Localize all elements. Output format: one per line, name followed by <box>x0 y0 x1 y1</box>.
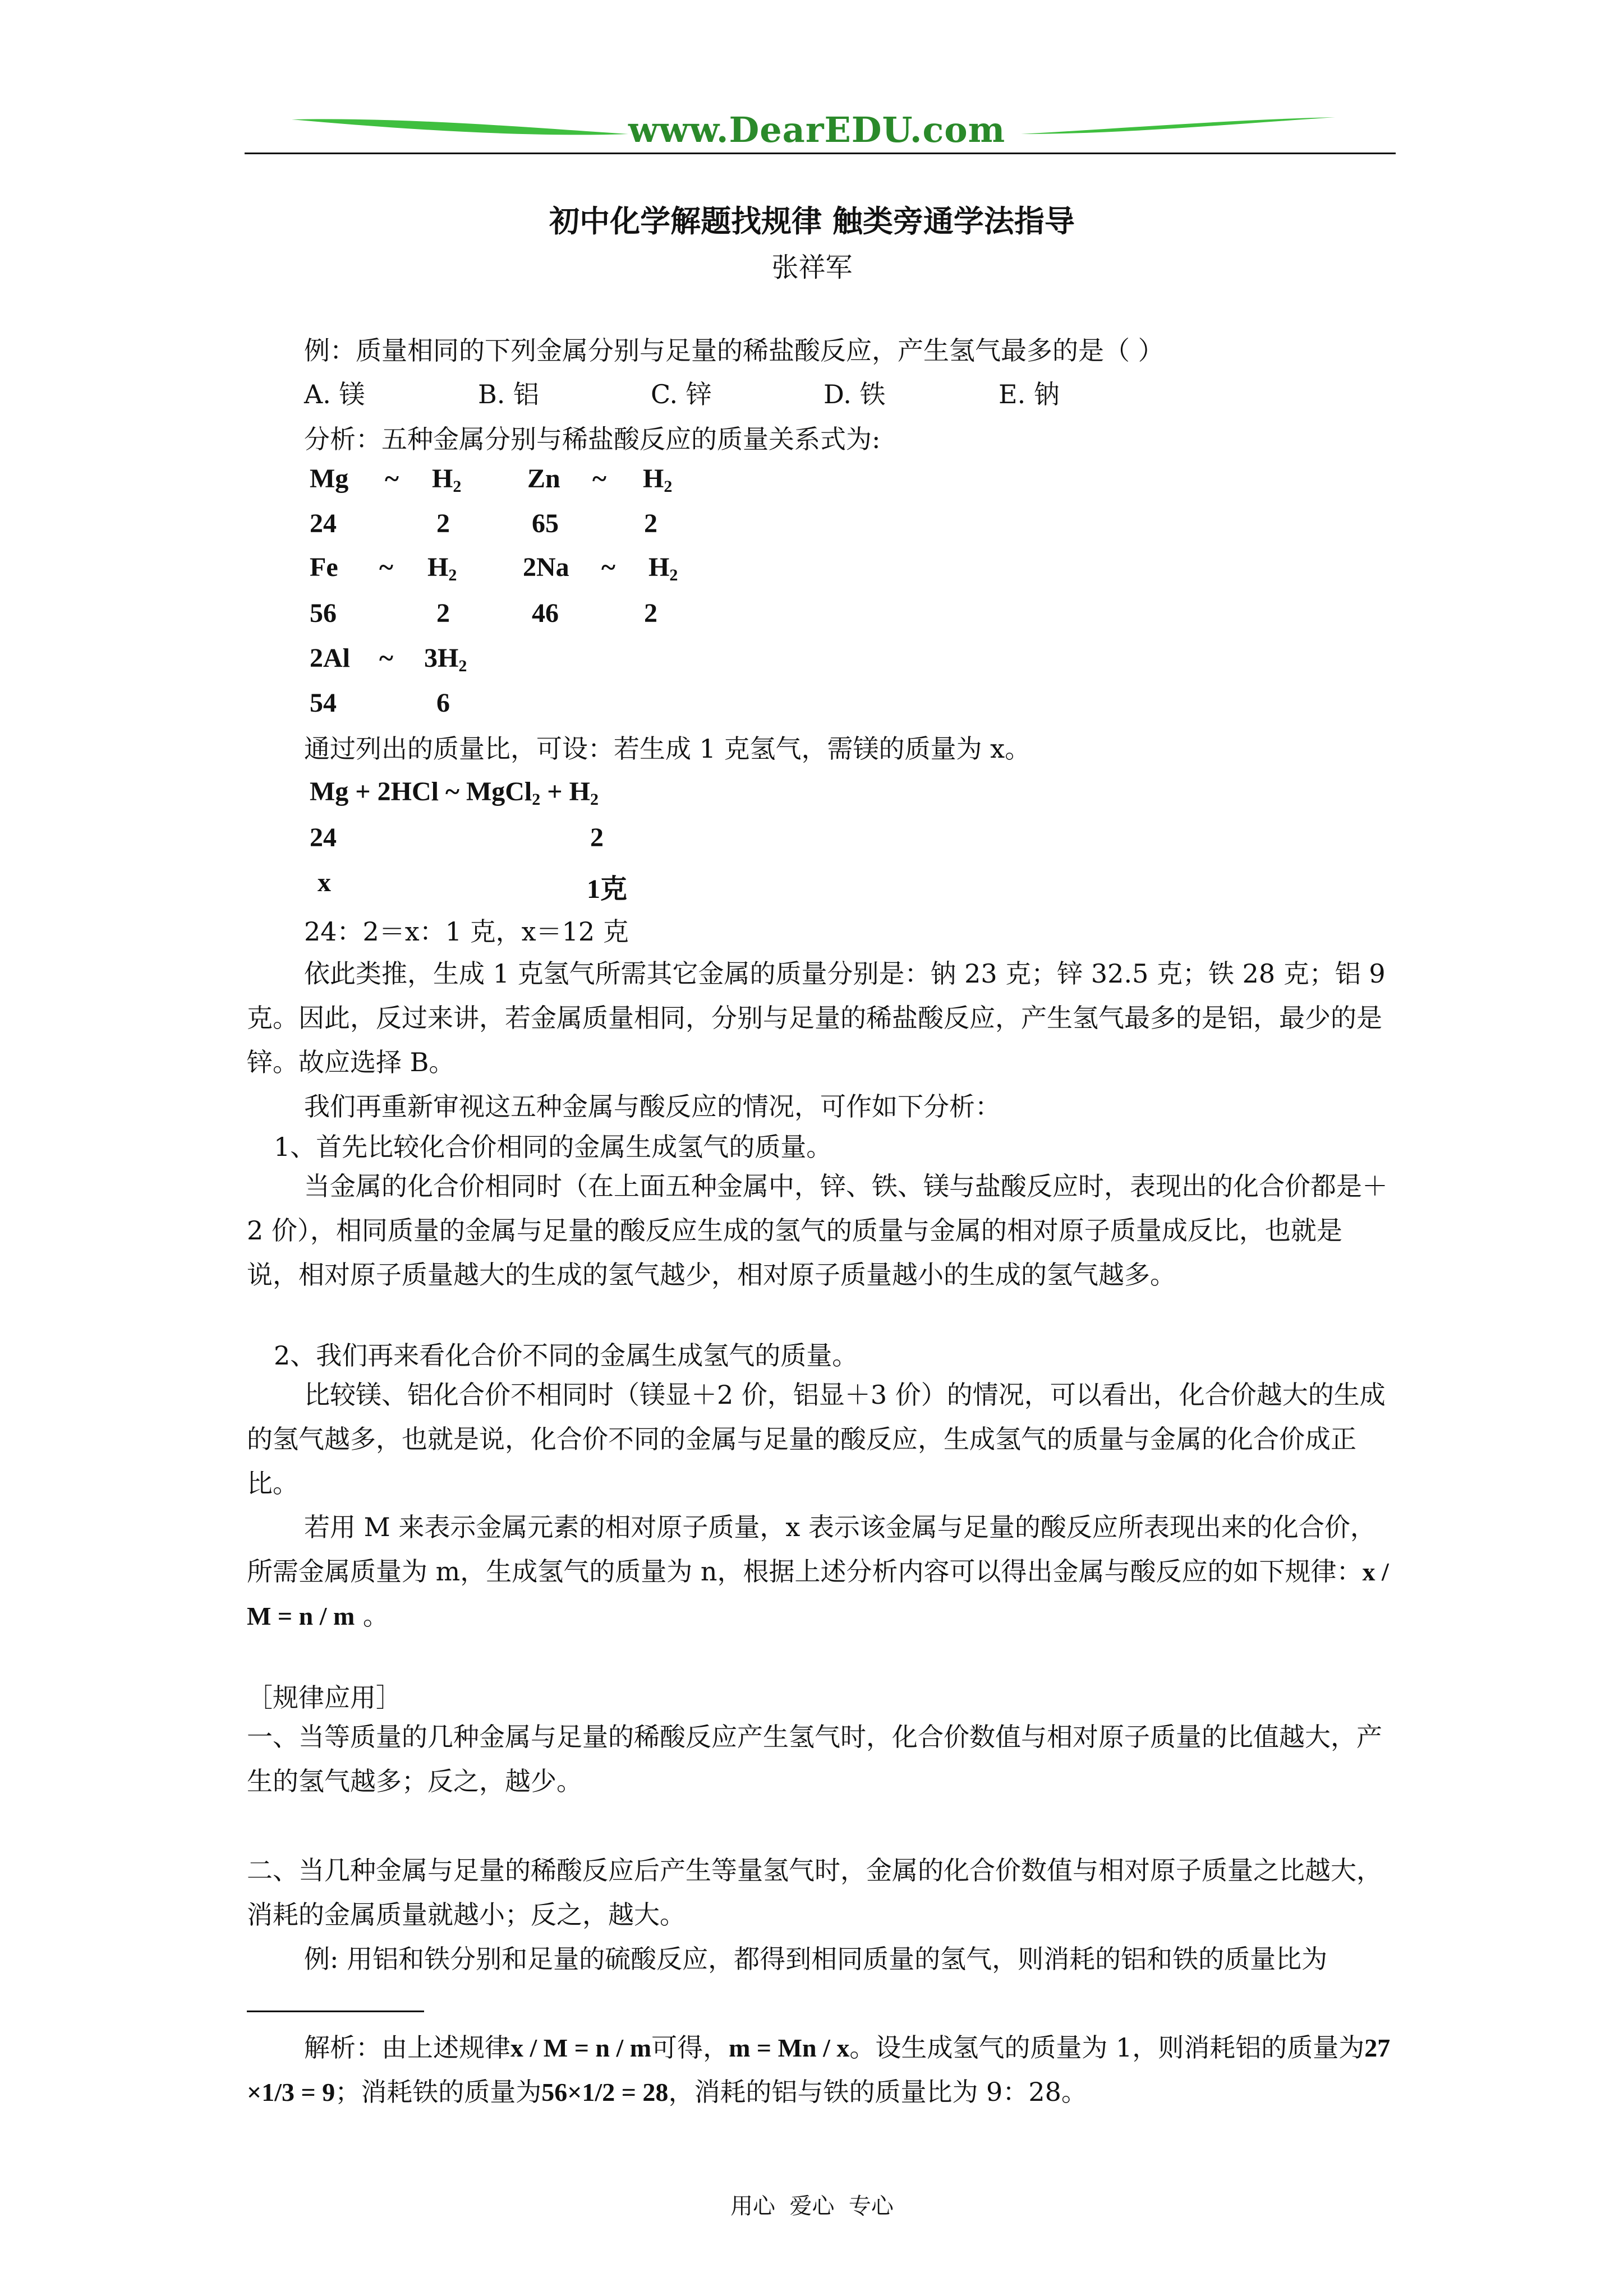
relation-value: 24 <box>310 509 337 538</box>
equation-var: x <box>318 868 331 897</box>
relation-zn: Zn <box>527 464 560 494</box>
paragraph: 当金属的化合价相同时（在上面五种金属中，锌、铁、镁与盐酸反应时，表现出的化合价都是＋2 价），相同质量的金属与足量的酸反应生成的氢气的质量与金属的相对原子质量成反比，也就是说，相对原子质量越大的生成的氢气越少，相对原子质量越小的生成的氢气越多。 <box>247 1171 1388 1290</box>
rule-1: 一、当等质量的几种金属与足量的稀酸反应产生氢气时，化合价数值与相对原子质量的比值越大，产生的氢气越多；反之，越少。 <box>247 1722 1382 1796</box>
relation-tilde: ~ <box>592 464 606 494</box>
question: 例：质量相同的下列金属分别与足量的稀盐酸反应，产生氢气最多的是（ ） <box>304 335 1164 366</box>
option-e: E. 钠 <box>999 379 1060 409</box>
equation: Mg + 2HCl ~ MgCl$_2$ + $H_2$ <box>310 777 599 809</box>
relation-value: 6 <box>436 688 450 718</box>
relation-3h2: $3H_2$ <box>424 643 467 675</box>
relation-h2: $H_2$ <box>432 464 462 496</box>
relation-tilde: ~ <box>379 643 393 673</box>
relation-value: 65 <box>532 509 559 538</box>
point-1: 1、首先比较化合价相同的金属生成氢气的质量。 <box>274 1132 832 1162</box>
relation-value: 2 <box>644 509 657 538</box>
example-2: 例: 用铝和铁分别和足量的硫酸反应，都得到相同质量的氢气，则消耗的铝和铁的质量比为 <box>247 1937 1391 2026</box>
relation-2al: 2Al <box>310 643 350 673</box>
equation-value: 2 <box>590 823 604 852</box>
set-line: 通过列出的质量比，可设：若生成 1 克氢气，需镁的质量为 x。 <box>304 734 1031 764</box>
rule-formula: x / M = n / m <box>247 1557 1389 1630</box>
relation-2na: 2Na <box>523 552 569 582</box>
section-title: ［规律应用］ <box>247 1682 402 1713</box>
header-rule <box>245 153 1396 154</box>
analysis-intro: 分析：五种金属分别与稀盐酸反应的质量关系式为: <box>304 424 881 454</box>
option-a: A. 镁 <box>304 379 365 409</box>
option-b: B. 铝 <box>478 379 540 409</box>
relation-h2: $H_2$ <box>648 552 678 584</box>
relation-tilde: ~ <box>601 552 615 582</box>
relation-tilde: ~ <box>385 464 399 494</box>
relation-mg: Mg <box>310 464 349 494</box>
option-d: D. 铁 <box>823 379 886 409</box>
relation-h2: $H_2$ <box>643 464 673 496</box>
answer-blank <box>247 1988 424 2012</box>
point-2: 2、我们再来看化合价不同的金属生成氢气的质量。 <box>274 1340 858 1371</box>
relation-fe: Fe <box>310 552 338 582</box>
relation-value: 54 <box>310 688 337 718</box>
relation-h2: $H_2$ <box>427 552 457 584</box>
paragraph: 依此类推，生成 1 克氢气所需其它金属的质量分别是：钠 23 克；锌 32.5 克；铁 28 克；铝 9 克。因此，反过来讲，若金属质量相同，分别与足量的稀盐酸反应，产生氢气最多的是铝，最少的是锌。故应选择 B。 <box>247 958 1386 1077</box>
author: 张祥军 <box>771 252 853 283</box>
relation-value: 2 <box>644 598 657 628</box>
solution: 解析：由上述规律x / M = n / m可得，m = Mn / x。设生成氢气的质量为 1，则消耗铝的质量为27×1/3 = 9；消耗铁的质量为56×1/2 = 28，消耗的铝与铁的质量比为 9：28。 <box>247 2032 1391 2107</box>
relation-tilde: ~ <box>379 552 393 582</box>
relation-value: 2 <box>436 598 450 628</box>
equation-value: 24 <box>310 823 337 852</box>
paragraph: 若用 M 来表示金属元素的相对原子质量，x 表示该金属与足量的酸反应所表现出来的化合价，所需金属质量为 m，生成氢气的质量为 n，根据上述分析内容可以得出金属与酸反应的如下规律：x / M = n / m 。 <box>247 1512 1389 1631</box>
swoosh-left <box>292 115 628 143</box>
rule-2: 二、当几种金属与足量的稀酸反应后产生等量氢气时，金属的化合价数值与相对原子质量之比越大，消耗的金属质量就越小；反之，越大。 <box>247 1855 1382 1930</box>
option-c: C. 锌 <box>651 379 712 409</box>
ratio-line: 24：2＝x：1 克，x＝12 克 <box>304 916 629 947</box>
relation-value: 56 <box>310 598 337 628</box>
page-title: 初中化学解题找规律 触类旁通学法指导 <box>549 203 1075 239</box>
equation-value: 1克 <box>587 874 628 904</box>
logo-text: www.DearEDU.com <box>628 109 1006 150</box>
footer: 用心 爱心 专心 <box>730 2193 894 2219</box>
relation-value: 46 <box>532 598 559 628</box>
paragraph: 比较镁、铝化合价不相同时（镁显＋2 价，铝显＋3 价）的情况，可以看出，化合价越大的生成的氢气越多，也就是说，化合价不同的金属与足量的酸反应，生成氢气的质量与金属的化合价成正比。 <box>247 1380 1386 1499</box>
header-logo <box>292 109 1335 154</box>
relation-value: 2 <box>436 509 450 538</box>
swoosh-right <box>1021 115 1335 143</box>
paragraph: 我们再重新审视这五种金属与酸反应的情况，可作如下分析： <box>304 1091 1001 1122</box>
